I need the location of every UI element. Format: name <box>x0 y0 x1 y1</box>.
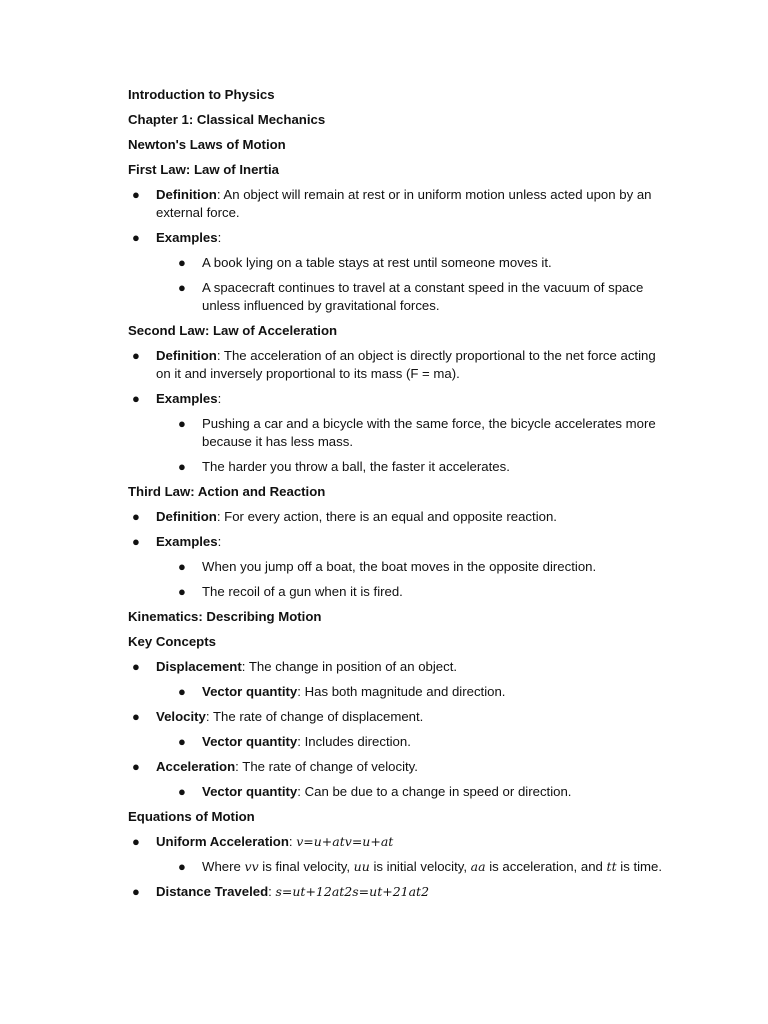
examples-label: Examples <box>156 230 218 245</box>
example-text: The recoil of a gun when it is fired. <box>202 584 403 599</box>
list-item <box>128 558 668 576</box>
distance-equation: s=ut+12at2s=ut+21at2 <box>275 884 430 899</box>
var-t: tt <box>606 859 617 874</box>
key-concepts-heading: Key Concepts <box>128 634 216 649</box>
sub-concept-label: Vector quantity <box>202 734 298 749</box>
where-text-5: is time. <box>616 859 663 874</box>
example-text: Pushing a car and a bicycle with the same force, the bicycle accelerates more because it has less mass. <box>202 416 656 449</box>
sub-concept-text: : Includes direction. <box>297 734 411 749</box>
concept-label: Acceleration <box>156 759 236 774</box>
where-text-1: Where <box>202 859 245 874</box>
doc-title: Introduction to Physics <box>128 87 275 102</box>
document-body <box>128 86 668 908</box>
definition-label: Definition <box>156 187 217 202</box>
bullet-icon: ● <box>132 391 140 406</box>
definition-text: : For every action, there is an equal and opposite reaction. <box>216 509 557 524</box>
examples-label: Examples <box>156 391 218 406</box>
bullet-icon: ● <box>132 659 140 674</box>
bullet-icon: ● <box>178 559 186 574</box>
bullet-icon: ● <box>132 759 140 774</box>
var-a: aa <box>470 859 486 874</box>
sub-concept-label: Vector quantity <box>202 784 298 799</box>
uniform-colon: : <box>288 834 297 849</box>
concept-text: : The change in position of an object. <box>241 659 458 674</box>
first-law-heading: First Law: Law of Inertia <box>128 162 279 177</box>
bullet-icon: ● <box>178 684 186 699</box>
definition-label: Definition <box>156 509 217 524</box>
bullet-icon: ● <box>178 255 186 270</box>
section-heading-newton: Newton's Laws of Motion <box>128 137 286 152</box>
list-item <box>128 658 668 676</box>
sub-concept-text: : Has both magnitude and direction. <box>297 684 506 699</box>
uniform-acceleration-label: Uniform Acceleration <box>156 834 289 849</box>
example-text: When you jump off a boat, the boat moves in the opposite direction. <box>202 559 597 574</box>
definition-text: : The acceleration of an object is directly proportional to the net force acting on it and inversely proportional to its mass (F = ma). <box>156 348 656 381</box>
bullet-icon: ● <box>132 230 140 245</box>
var-u: uu <box>353 859 370 874</box>
bullet-icon: ● <box>132 348 140 363</box>
uniform-equation: v=u+atv=u+at <box>296 834 394 849</box>
definition-label: Definition <box>156 348 217 363</box>
list-item <box>128 833 668 851</box>
bullet-icon: ● <box>178 416 186 431</box>
list-item <box>128 415 668 451</box>
list-item <box>128 229 668 247</box>
list-item <box>128 683 668 701</box>
list-item <box>128 708 668 726</box>
definition-text: : An object will remain at rest or in uniform motion unless acted upon by an external force. <box>156 187 652 220</box>
list-item <box>128 347 668 383</box>
equations-heading: Equations of Motion <box>128 809 255 824</box>
bullet-icon: ● <box>132 509 140 524</box>
where-text-2: is final velocity, <box>258 859 354 874</box>
chapter-heading: Chapter 1: Classical Mechanics <box>128 112 326 127</box>
distance-label: Distance Traveled <box>156 884 269 899</box>
list-item <box>128 254 668 272</box>
bullet-icon: ● <box>178 459 186 474</box>
kinematics-heading: Kinematics: Describing Motion <box>128 609 322 624</box>
list-item <box>128 186 668 222</box>
var-v: vv <box>244 859 259 874</box>
examples-label: Examples <box>156 534 218 549</box>
list-item <box>128 533 668 551</box>
examples-colon: : <box>217 230 222 245</box>
sub-concept-label: Vector quantity <box>202 684 298 699</box>
bullet-icon: ● <box>132 187 140 202</box>
list-item <box>128 508 668 526</box>
list-item <box>128 858 668 876</box>
list-item <box>128 783 668 801</box>
list-item <box>128 279 668 315</box>
sub-concept-text: : Can be due to a change in speed or direction. <box>297 784 572 799</box>
example-text: A spacecraft continues to travel at a constant speed in the vacuum of space unless influenced by gravitational forces. <box>202 280 644 313</box>
list-item <box>128 458 668 476</box>
list-item <box>128 583 668 601</box>
examples-colon: : <box>217 534 222 549</box>
bullet-icon: ● <box>132 834 140 849</box>
bullet-icon: ● <box>132 884 140 899</box>
distance-colon: : <box>268 884 276 899</box>
concept-text: : The rate of change of velocity. <box>235 759 418 774</box>
bullet-icon: ● <box>178 280 186 295</box>
list-item <box>128 733 668 751</box>
where-text-3: is initial velocity, <box>369 859 471 874</box>
bullet-icon: ● <box>132 709 140 724</box>
examples-colon: : <box>217 391 222 406</box>
example-text: A book lying on a table stays at rest until someone moves it. <box>202 255 552 270</box>
third-law-heading: Third Law: Action and Reaction <box>128 484 326 499</box>
bullet-icon: ● <box>178 784 186 799</box>
bullet-icon: ● <box>178 859 186 874</box>
list-item <box>128 390 668 408</box>
bullet-icon: ● <box>178 584 186 599</box>
concept-label: Velocity <box>156 709 206 724</box>
bullet-icon: ● <box>178 734 186 749</box>
concept-text: : The rate of change of displacement. <box>205 709 424 724</box>
concept-label: Displacement <box>156 659 242 674</box>
list-item <box>128 883 668 901</box>
where-text-4: is acceleration, and <box>485 859 607 874</box>
example-text: The harder you throw a ball, the faster it accelerates. <box>202 459 510 474</box>
list-item <box>128 758 668 776</box>
second-law-heading: Second Law: Law of Acceleration <box>128 323 338 338</box>
bullet-icon: ● <box>132 534 140 549</box>
